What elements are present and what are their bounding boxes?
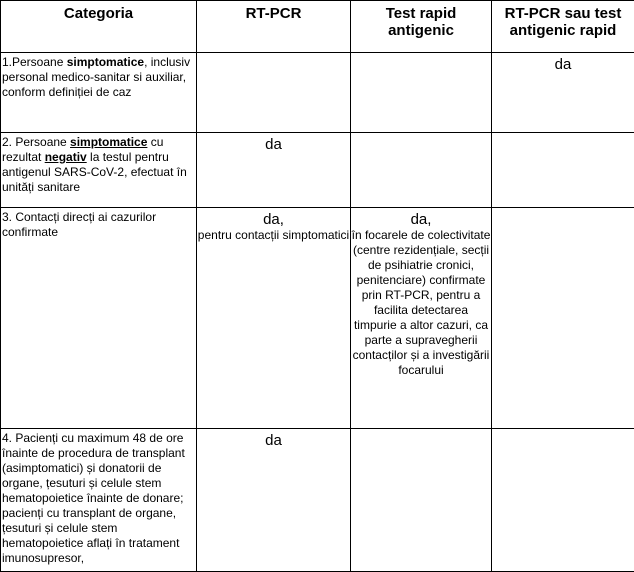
rtpcr-sau-test-cell — [492, 208, 634, 429]
header-categoria: Categoria — [1, 1, 197, 53]
category-text: 1.Persoane — [2, 55, 67, 69]
test-rapid-note: în focarele de colectivitate (centre rezidențiale, secții de psihiatrie cronici, penitenciare) confirmate prin RT-PCR, pentru a facilita detectarea timpurie a altor cazuri, ca parte a supravegherii contacților și a investigării focarului — [351, 228, 491, 378]
rtpcr-cell — [197, 208, 351, 429]
table-header-row — [1, 1, 634, 53]
category-text: la testul pentru antigenul SARS-CoV-2, efectuat în unități sanitare — [2, 150, 187, 194]
category-cell — [1, 429, 197, 572]
header-test-rapid: Test rapid antigenic — [351, 1, 492, 53]
rtpcr-value: da — [197, 136, 350, 153]
category-cell — [1, 53, 197, 133]
header-rtpcr-sau-test: RT-PCR sau test antigenic rapid — [492, 1, 634, 53]
category-text: 2. Persoane — [2, 135, 70, 149]
category-text: 4. Pacienți cu maximum 48 de ore înainte de procedura de transplant (asimptomatici) și donatorii de organe, țesuturi și celule stem hematopoietice înainte de donare; pacienți cu transplant de organe, țesuturi și celule stem hematopoietice aflați în tratament imunosupresor, — [2, 431, 185, 565]
rtpcr-cell — [197, 429, 351, 572]
table-row — [1, 133, 634, 208]
table-row — [1, 429, 634, 572]
rtpcr-value: da, — [197, 211, 350, 228]
category-emphasis: negativ — [45, 150, 87, 164]
rtpcr-sau-test-cell — [492, 53, 634, 133]
category-cell — [1, 208, 197, 429]
test-rapid-value: da, — [351, 211, 491, 228]
header-rtpcr: RT-PCR — [197, 1, 351, 53]
rtpcr-cell — [197, 133, 351, 208]
category-emphasis: simptomatice — [70, 135, 147, 149]
test-rapid-cell — [351, 53, 492, 133]
category-emphasis: simptomatice — [67, 55, 144, 69]
table-row — [1, 208, 634, 429]
rtpcr-value: da — [197, 432, 350, 449]
test-rapid-cell — [351, 133, 492, 208]
table-row — [1, 53, 634, 133]
category-text: , inclusiv personal medico-sanitar si auxiliar, conform definiției de caz — [2, 55, 190, 99]
rtpcr-cell — [197, 53, 351, 133]
rtpcr-note: pentru contacții simptomatici — [197, 228, 350, 243]
category-text: 3. Contacți direcți ai cazurilor confirmate — [2, 210, 156, 239]
rtpcr-sau-test-cell — [492, 429, 634, 572]
category-cell — [1, 133, 197, 208]
rtpcr-sau-test-cell — [492, 133, 634, 208]
category-text: cu rezultat — [2, 135, 163, 164]
test-rapid-cell — [351, 208, 492, 429]
rtpcr-sau-test-value: da — [492, 56, 634, 73]
test-rapid-cell — [351, 429, 492, 572]
